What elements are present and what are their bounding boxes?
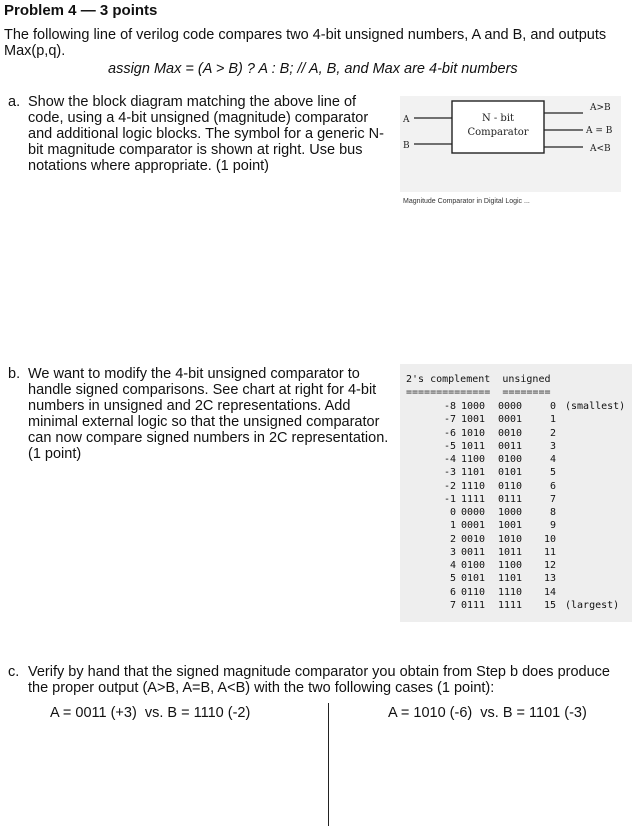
table-separator: ============== ======== [406, 387, 551, 398]
part-c-text: Verify by hand that the signed magnitude comparator you obtain from Step b does produce the proper output (A>B, A=B, A<B) with the two following cases (1 point): [28, 664, 610, 696]
table-cell: 1100 [498, 560, 523, 571]
table-cell: 0 [449, 507, 456, 518]
table-cell: 0110 [498, 480, 523, 492]
table-cell: 3 [449, 546, 456, 558]
part-c-label: c. [8, 664, 20, 680]
table-cell: 3 [549, 440, 556, 452]
block-label-nbit: N - bit [481, 113, 515, 124]
table-cell: 1010 [461, 427, 486, 439]
table-cell: 6 [549, 480, 556, 492]
table-cell: 0010 [498, 427, 523, 439]
table-cell: 11 [543, 546, 556, 558]
table-cell: 13 [543, 573, 556, 585]
table-cell: 4 [549, 454, 556, 465]
diagram-input-a: A [403, 115, 410, 125]
part-a-label: a. [8, 94, 21, 110]
table-cell: 0100 [461, 560, 486, 571]
table-cell: 6 [449, 586, 456, 598]
table-cell: 14 [543, 586, 556, 598]
diagram-caption: Magnitude Comparator in Digital Logic ... [403, 198, 530, 205]
table-cell: 0000 [498, 401, 523, 412]
table-cell: 0010 [461, 533, 486, 545]
diagram-input-b: B [403, 141, 410, 151]
part-a-text: Show the block diagram matching the above line of code, using a 4-bit unsigned (magnitude) comparator and additional logic blocks. The symbol for a generic N-bit magnitude comparator is shown at right. Use bus notations where appropriate. (1 point) [28, 94, 384, 174]
table-cell: 1111 [498, 599, 523, 611]
table-cell: 1111 [461, 493, 486, 505]
table-cell: 1110 [461, 480, 486, 492]
table-cell: -7 [443, 414, 456, 426]
table-cell: 0 [549, 401, 556, 412]
comparator-symbol [400, 96, 621, 192]
table-cell: 1010 [498, 533, 523, 545]
table-cell: 1 [449, 520, 456, 532]
table-cell: 0111 [461, 599, 486, 611]
case-2: A = 1010 (-6) vs. B = 1101 (-3) [388, 705, 587, 721]
problem-title: Problem 4 — 3 points [4, 2, 158, 19]
table-cell: 5 [549, 467, 556, 479]
part-b [8, 366, 390, 462]
table-cell: 8 [549, 507, 556, 518]
table-cell: 1 [549, 414, 556, 426]
table-cell: 1110 [498, 586, 523, 598]
comparator-diagram [400, 96, 621, 192]
table-cell: 1000 [461, 401, 486, 412]
table-cell: 2 [549, 427, 556, 439]
block-label-comparator: Comparator [467, 127, 529, 138]
intro-text: The following line of verilog code compares two 4-bit unsigned numbers, A and B, and outputs Max(p,q). [4, 27, 607, 59]
case-1: A = 0011 (+3) vs. B = 1110 (-2) [50, 705, 251, 721]
table-cell: 10 [543, 533, 556, 545]
table-cell: -5 [443, 440, 456, 452]
table-cell: -1 [443, 493, 456, 505]
table-cell: 0101 [461, 573, 486, 585]
table-cell: (largest) [565, 599, 620, 611]
table-cell: 1001 [461, 414, 486, 426]
table-cell: 15 [543, 599, 556, 611]
table-cell: 7 [549, 493, 556, 505]
table-header: 2's complement unsigned [406, 374, 551, 385]
part-a [8, 94, 390, 174]
table-cell: 0110 [461, 586, 486, 598]
table-cell: 1101 [498, 573, 523, 585]
table-cell: 1011 [498, 546, 523, 558]
table-cell: -6 [443, 427, 456, 439]
table-cell: -8 [443, 401, 456, 412]
table-cell: 5 [449, 573, 456, 585]
table-cell: 1101 [461, 467, 486, 479]
column-divider [328, 703, 329, 826]
output-eq-label: A = B [586, 126, 613, 136]
table-cell: 0011 [461, 546, 486, 558]
table-cell: 1011 [461, 440, 486, 452]
table-cell: 2 [449, 533, 456, 545]
table-cell: 0001 [498, 414, 523, 426]
table-cell: 12 [543, 560, 556, 571]
table-cell: 0100 [498, 454, 523, 465]
table-cell: 4 [449, 560, 456, 571]
table-cell: 0101 [498, 467, 523, 479]
output-gt-label: A>B [590, 103, 611, 113]
verilog-code-line: assign Max = (A > B) ? A : B; // A, B, and Max are 4-bit numbers [108, 61, 518, 77]
table-cell: -4 [443, 454, 456, 465]
part-b-text: We want to modify the 4-bit unsigned comparator to handle signed comparisons. See chart at right for 4-bit numbers in unsigned and 2C representations. Add minimal external logic so that the unsigned comparator can now compare signed numbers in 2C representation. (1 point) [28, 366, 389, 462]
table-cell: -2 [443, 480, 456, 492]
table-cell: 0001 [461, 520, 486, 532]
representation-table [400, 364, 632, 622]
table-cell: 7 [449, 599, 456, 611]
table-cell: 0000 [461, 507, 486, 518]
part-b-label: b. [8, 366, 21, 382]
table-cell: 1000 [498, 507, 523, 518]
table-cell: 0111 [498, 493, 523, 505]
table-cell: 1001 [498, 520, 523, 532]
table-cell: 1100 [461, 454, 486, 465]
table-cell: 9 [549, 520, 556, 532]
output-lt-label: A<B [590, 144, 611, 154]
table-cell: (smallest) [565, 401, 626, 412]
table-cell: -3 [443, 467, 456, 479]
table-cell: 0011 [498, 440, 523, 452]
part-c [8, 664, 633, 696]
